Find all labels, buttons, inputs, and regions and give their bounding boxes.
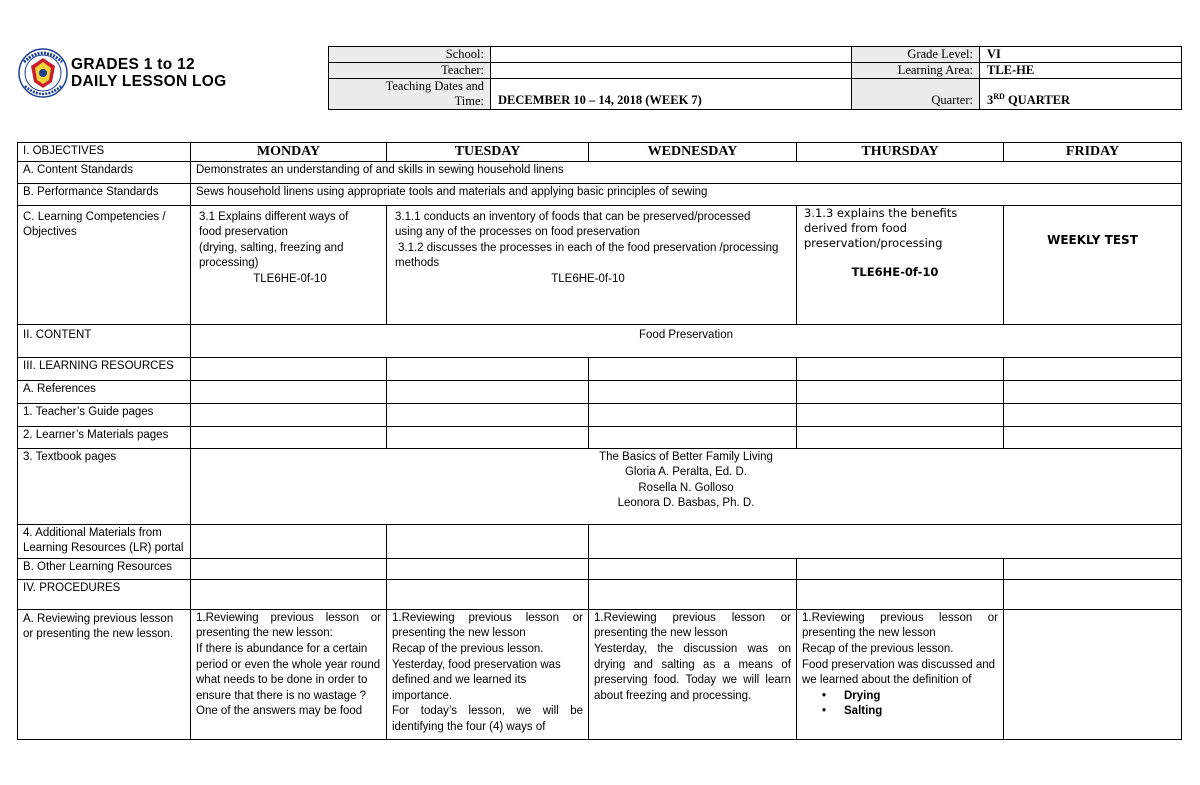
cell-empty bbox=[1004, 403, 1182, 426]
other-resources-label: B. Other Learning Resources bbox=[18, 558, 191, 579]
quarter-field[interactable] bbox=[980, 79, 1182, 110]
log-title-line2: DAILY LESSON LOG bbox=[71, 73, 227, 90]
log-title bbox=[71, 56, 227, 90]
teacher-field[interactable] bbox=[491, 63, 852, 79]
cell-empty bbox=[191, 558, 387, 579]
textbook-author-1: Gloria A. Peralta, Ed. D. bbox=[624, 466, 748, 479]
reviewing-lesson-label bbox=[18, 609, 191, 739]
list-item: • Salting bbox=[822, 704, 998, 720]
content-text: Food Preservation bbox=[191, 324, 1182, 357]
teacher-label: Teacher: bbox=[329, 63, 491, 79]
school-label: School: bbox=[329, 47, 491, 63]
cell-empty bbox=[1004, 357, 1182, 380]
table-row bbox=[18, 609, 1182, 739]
table-row bbox=[18, 357, 1182, 380]
procedure-a-thursday-head: 1.Reviewing previous lesson or presenting the new lesson bbox=[802, 611, 998, 640]
textbook-pages-label: 3. Textbook pages bbox=[18, 448, 191, 524]
procedure-a-thursday-list bbox=[802, 689, 998, 720]
cell-empty bbox=[387, 403, 589, 426]
competency-thursday-line2: derived from food bbox=[804, 220, 907, 235]
cell-empty bbox=[387, 558, 589, 579]
table-row bbox=[18, 426, 1182, 448]
cell-empty bbox=[387, 380, 589, 403]
table-row bbox=[18, 205, 1182, 324]
competency-thursday-line1: 3.1.3 explains the benefits bbox=[804, 205, 958, 220]
cell-empty bbox=[191, 357, 387, 380]
cell-empty bbox=[387, 426, 589, 448]
additional-materials-line2: Learning Resources (LR) portal bbox=[23, 542, 184, 555]
day-header-thursday: THURSDAY bbox=[797, 143, 1004, 162]
lesson-log-table bbox=[17, 142, 1182, 740]
deped-seal-logo bbox=[18, 46, 68, 104]
teaching-dates-label bbox=[329, 79, 491, 110]
procedure-a-friday bbox=[1004, 609, 1182, 739]
day-header-tuesday: TUESDAY bbox=[387, 143, 589, 162]
references-label: A. References bbox=[18, 380, 191, 403]
textbook-author-2: Rosella N. Golloso bbox=[638, 481, 734, 494]
teachers-guide-label: 1. Teacher’s Guide pages bbox=[18, 403, 191, 426]
quarter-word: QUARTER bbox=[1004, 93, 1071, 107]
cell-empty bbox=[797, 558, 1004, 579]
cell-empty bbox=[589, 357, 797, 380]
competency-monday-line4: processing) bbox=[199, 257, 259, 270]
cell-empty bbox=[1004, 558, 1182, 579]
table-row bbox=[18, 161, 1182, 183]
procedures-label: IV. PROCEDURES bbox=[18, 579, 191, 609]
quarter-label: Quarter: bbox=[852, 79, 980, 110]
cell-empty bbox=[191, 403, 387, 426]
cell-empty bbox=[387, 579, 589, 609]
grade-level-field[interactable]: VI bbox=[980, 47, 1182, 63]
cell-empty bbox=[191, 524, 387, 558]
content-standards-text: Demonstrates an understanding of and skills in sewing household linens bbox=[191, 161, 1182, 183]
competencies-label bbox=[18, 205, 191, 324]
procedure-a-thursday-body: Recap of the previous lesson. Food preservation was discussed and we learned about the definition of bbox=[802, 642, 996, 687]
cell-empty bbox=[589, 524, 1182, 558]
competency-thursday bbox=[797, 205, 1004, 324]
cell-empty bbox=[589, 403, 797, 426]
cell-empty bbox=[589, 579, 797, 609]
competency-tuewed-line2: using any of the processes on food preservation bbox=[395, 226, 640, 239]
list-item: • Drying bbox=[822, 689, 998, 705]
table-row bbox=[18, 143, 1182, 162]
cell-empty bbox=[589, 558, 797, 579]
competency-tuewed-line3: 3.1.2 discusses the processes in each of the food preservation /processing bbox=[398, 241, 779, 254]
content-label: II. CONTENT bbox=[18, 324, 191, 357]
table-row bbox=[18, 579, 1182, 609]
learning-resources-label: III. LEARNING RESOURCES bbox=[18, 357, 191, 380]
procedure-a-monday bbox=[191, 609, 387, 739]
procedure-a-thursday bbox=[797, 609, 1004, 739]
table-row bbox=[18, 448, 1182, 524]
cell-empty bbox=[191, 426, 387, 448]
table-row bbox=[18, 380, 1182, 403]
competency-monday-line1: 3.1 Explains different ways of bbox=[199, 210, 349, 223]
quarter-suffix: RD bbox=[993, 91, 1005, 101]
procedure-a-monday-body: If there is abundance for a certain period or even the whole year round what needs to be done in order to ensure that there is no wastage ? bbox=[196, 642, 381, 702]
competency-monday-line3: (drying, salting, freezing and bbox=[199, 241, 344, 254]
learning-area-field[interactable]: TLE-HE bbox=[980, 63, 1182, 79]
additional-materials-line1: 4. Additional Materials from bbox=[23, 526, 162, 539]
cell-empty bbox=[387, 524, 589, 558]
grade-level-label: Grade Level: bbox=[852, 47, 980, 63]
cell-empty bbox=[191, 380, 387, 403]
quarter-number: 3 bbox=[987, 93, 994, 107]
cell-empty bbox=[589, 380, 797, 403]
cell-empty bbox=[797, 357, 1004, 380]
day-header-wednesday: WEDNESDAY bbox=[589, 143, 797, 162]
day-header-friday: FRIDAY bbox=[1004, 143, 1182, 162]
cell-empty bbox=[387, 357, 589, 380]
table-row bbox=[18, 183, 1182, 205]
cell-empty bbox=[797, 403, 1004, 426]
textbook-author-3: Leonora D. Basbas, Ph. D. bbox=[617, 497, 755, 510]
log-title-line1: GRADES 1 to 12 bbox=[71, 56, 195, 73]
competency-monday-code: TLE6HE-0f-10 bbox=[253, 272, 327, 285]
teaching-dates-label-line1: Teaching Dates and bbox=[385, 79, 484, 93]
procedure-a-wednesday-head: 1.Reviewing previous lesson or presenting the new lesson bbox=[594, 611, 791, 640]
teaching-dates-label-line2: Time: bbox=[454, 94, 484, 108]
competency-tuesday-wednesday bbox=[387, 205, 797, 324]
competency-monday-line2: food preservation bbox=[199, 226, 288, 239]
cell-empty bbox=[1004, 579, 1182, 609]
procedure-a-tuesday-tail: For today’s lesson, we will be identifying the four (4) ways of bbox=[392, 705, 583, 733]
cell-empty bbox=[589, 426, 797, 448]
cell-empty bbox=[191, 579, 387, 609]
performance-standards-text: Sews household linens using appropriate tools and materials and applying basic principles of sewing bbox=[191, 183, 1182, 205]
competencies-label-line1: C. Learning Competencies / bbox=[23, 210, 166, 223]
competency-tuewed-line1: 3.1.1 conducts an inventory of foods that can be preserved/processed bbox=[395, 210, 751, 223]
competency-tuewed-code: TLE6HE-0f-10 bbox=[551, 272, 625, 285]
procedure-a-wednesday-body: Yesterday, the discussion was on drying and salting as a means of preserving food. Today we will learn about freezing and processing. bbox=[594, 642, 791, 702]
content-standards-label: A. Content Standards bbox=[18, 161, 191, 183]
teaching-dates-field[interactable]: DECEMBER 10 – 14, 2018 (WEEK 7) bbox=[491, 79, 852, 110]
competency-tuewed-line4: methods bbox=[395, 257, 440, 270]
competency-friday: WEEKLY TEST bbox=[1004, 205, 1182, 324]
procedure-a-tuesday-head: 1.Reviewing previous lesson or presenting the new lesson bbox=[392, 611, 583, 640]
procedure-a-wednesday bbox=[589, 609, 797, 739]
competency-monday bbox=[191, 205, 387, 324]
cell-empty bbox=[1004, 380, 1182, 403]
school-field[interactable] bbox=[491, 47, 852, 63]
procedure-a-monday-tail: One of the answers may be food bbox=[196, 705, 363, 718]
table-row bbox=[18, 524, 1182, 558]
procedure-a-tuesday bbox=[387, 609, 589, 739]
table-row bbox=[18, 558, 1182, 579]
table-row bbox=[18, 403, 1182, 426]
cell-empty bbox=[797, 579, 1004, 609]
day-header-monday: MONDAY bbox=[191, 143, 387, 162]
reviewing-lesson-line2: or presenting the new lesson. bbox=[23, 628, 174, 641]
learning-area-label: Learning Area: bbox=[852, 63, 980, 79]
procedure-a-tuesday-body: Recap of the previous lesson. Yesterday, food preservation was defined and we learned its importance. bbox=[392, 642, 561, 702]
additional-materials-label bbox=[18, 524, 191, 558]
reviewing-lesson-line1: A. Reviewing previous lesson bbox=[23, 612, 174, 625]
cell-empty bbox=[1004, 426, 1182, 448]
learners-materials-label: 2. Learner’s Materials pages bbox=[18, 426, 191, 448]
competency-thursday-line3: preservation/processing bbox=[804, 235, 943, 250]
textbook-title: The Basics of Better Family Living bbox=[599, 450, 773, 463]
objectives-heading: I. OBJECTIVES bbox=[18, 143, 191, 162]
performance-standards-label: B. Performance Standards bbox=[18, 183, 191, 205]
cell-empty bbox=[797, 426, 1004, 448]
cell-empty bbox=[797, 380, 1004, 403]
table-row bbox=[18, 324, 1182, 357]
textbook-reference bbox=[191, 448, 1182, 524]
competencies-label-line2: Objectives bbox=[23, 226, 77, 239]
procedure-a-monday-head: 1.Reviewing previous lesson or presenting the new lesson: bbox=[196, 611, 381, 640]
header-info-table bbox=[328, 46, 1182, 110]
competency-thursday-code: TLE6HE-0f-10 bbox=[851, 264, 939, 279]
